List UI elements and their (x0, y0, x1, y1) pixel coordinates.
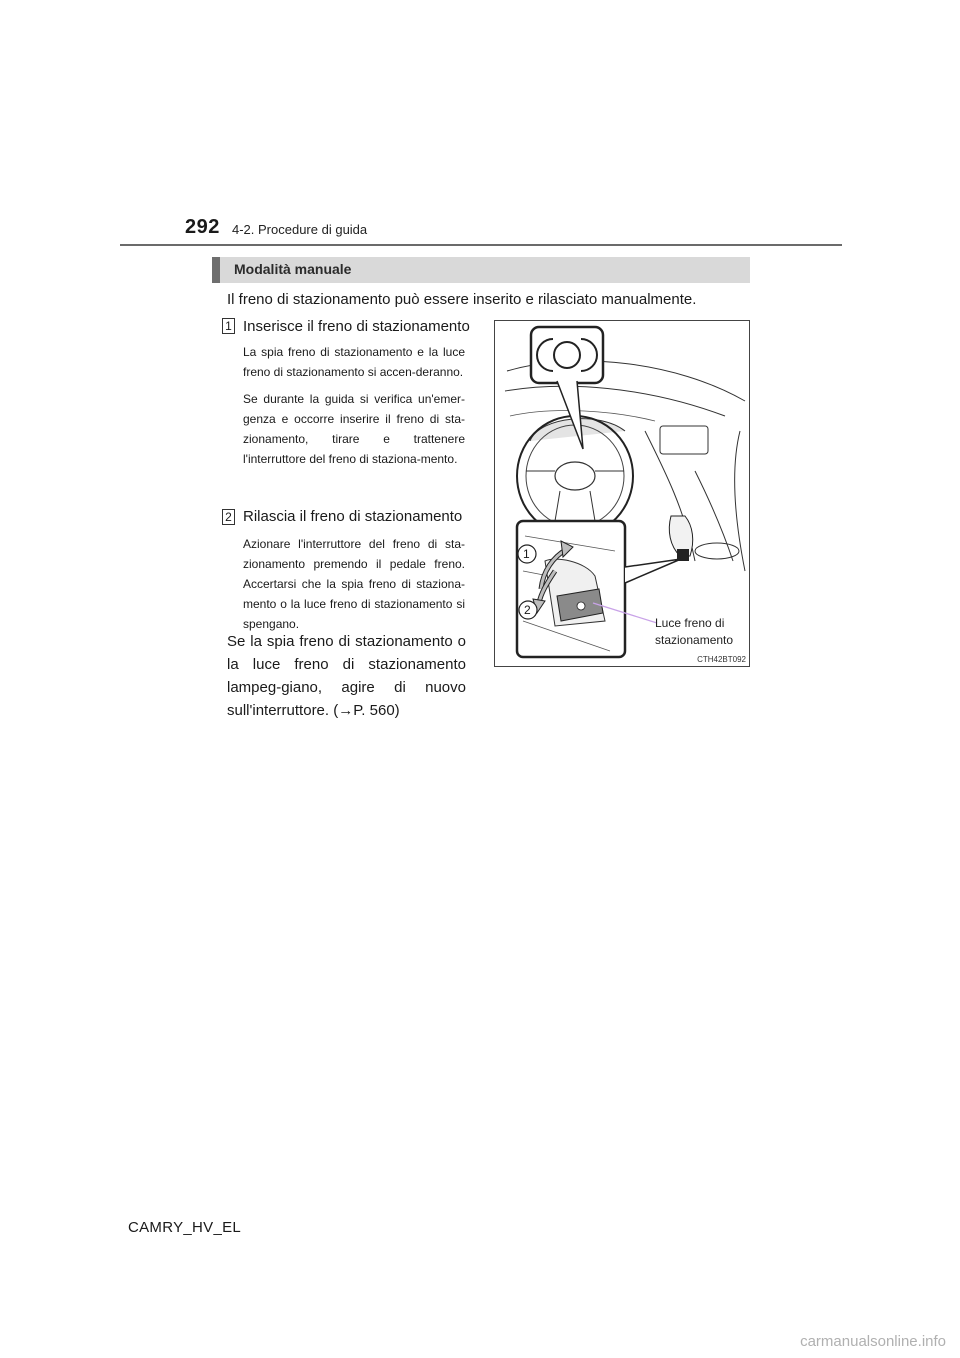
document-id: CAMRY_HV_EL (128, 1219, 242, 1236)
header-divider (120, 244, 842, 246)
step-2-number: 2 (222, 509, 235, 525)
brake-light-label-line-1: Luce freno di (655, 616, 725, 630)
step-2-title: Rilascia il freno di stazionamento (243, 508, 463, 525)
section-title: Modalità manuale (234, 261, 352, 277)
brake-light-label-line-2: stazionamento (655, 633, 734, 647)
flashing-note: Se la spia freno di stazionamento o la luce freno di stazionamento lampeg-giano, agire di nuovo sull'interruttore. (→P. 560) (227, 633, 466, 719)
parking-brake-illustration (494, 320, 750, 667)
step-1-title: Inserisce il freno di stazionamento (243, 318, 470, 335)
section-reference: 4-2. Procedure di guida (232, 222, 368, 237)
step-1-description (243, 342, 465, 476)
watermark: carmanualsonline.info (800, 1333, 946, 1350)
step-1-paragraph-2: Se durante la guida si verifica un'emer-genza e occorre inserire il freno di sta-zionamento, tirare e trattenere l'interruttore del freno di staziona-mento. (243, 392, 465, 466)
callout-1-label: 1 (523, 547, 530, 561)
page-number: 292 (185, 216, 220, 238)
step-2-description (243, 534, 465, 641)
step-1-number: 1 (222, 318, 235, 334)
brake-light-label (655, 615, 733, 649)
section-intro: Il freno di stazionamento può essere inserito e rilasciato manualmente. (227, 291, 697, 308)
callout-2-label: 2 (524, 603, 531, 617)
section-heading-bar (212, 257, 750, 283)
step-1-paragraph-1: La spia freno di stazionamento e la luce freno di stazionamento si accen-deranno. (243, 345, 465, 379)
step-2-paragraph-1: Azionare l'interruttore del freno di sta-zionamento premendo il pedale freno. Accertarsi che la spia freno di staziona-mento o la luce freno di stazionamento si spengano. (243, 537, 465, 631)
figure-code: CTH42BT092 (697, 655, 746, 664)
